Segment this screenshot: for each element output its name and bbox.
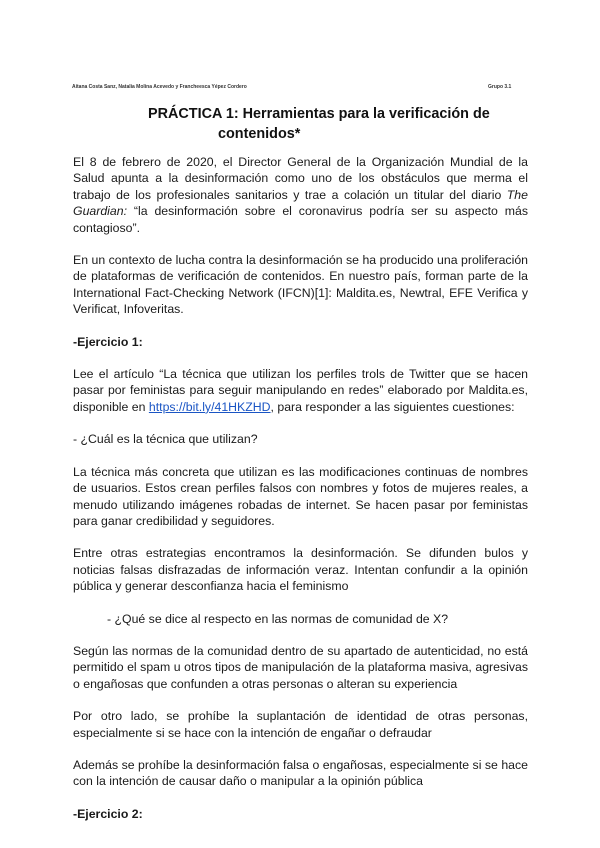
- document-body: [73, 154, 528, 822]
- header-group: Grupo 3.1: [488, 84, 512, 90]
- intro-text: El 8 de febrero de 2020, el Director General de la Organización Mundial de la Salud apunta a la desinformación como uno de los obstáculos que merma el trabajo de los profesionales sanitarios y trae a colación un titular del diario: [73, 155, 528, 202]
- article-text: Lee el artículo “La técnica que utilizan los perfiles trols de Twitter que se hacen pasar por feministas para seguir manipulando en redes” elaborado por Maldita.es, disponible en: [73, 367, 528, 414]
- paragraph-context: En un contexto de lucha contra la desinformación se ha producido una proliferación de plataformas de verificación de contenidos. En nuestro país, forman parte de la International Fact-Checking Network (IFCN)[1]: Maldita.es, Newtral, EFE Verifica y Verificat, Infoveritas.: [73, 253, 528, 317]
- title-line-2-text: contenidos*: [218, 126, 301, 142]
- question-2: - ¿Qué se dice al respecto en las normas de comunidad de X?: [107, 611, 449, 626]
- question-1: - ¿Cuál es la técnica que utilizan?: [73, 432, 258, 447]
- paragraph-article: [73, 366, 528, 415]
- answer-2b: Por otro lado, se prohíbe la suplantación de identidad de otras personas, especialmente si se hace con la intención de engañar o defraudar: [73, 709, 528, 740]
- title-line-2: [148, 124, 528, 144]
- article-text-end: , para responder a las siguientes cuestiones:: [270, 399, 515, 414]
- answer-1: La técnica más concreta que utilizan es las modificaciones continuas de nombres de usuarios. Estos crean perfiles falsos con nombres y fotos de mujeres reales, a menudo utilizando imágenes robadas de internet. Se hacen pasar por feministas para ganar credibilidad y seguidores.: [73, 464, 528, 528]
- exercise-2-heading: -Ejercicio 2:: [73, 806, 143, 821]
- intro-quote: “la desinformación sobre el coronavirus podría ser su aspecto más contagioso”.: [73, 204, 528, 235]
- exercise-1-heading: -Ejercicio 1:: [73, 334, 143, 349]
- answer-2: Según las normas de la comunidad dentro de su apartado de autenticidad, no está permitido el spam u otros tipos de manipulación de la plataforma masiva, agresivas o engañosas que confunden a otras personas o alteran su experiencia: [73, 643, 528, 691]
- paragraph-intro: [73, 154, 528, 236]
- page-title: [148, 104, 528, 144]
- answer-2c: Además se prohíbe la desinformación falsa o engañosas, especialmente si se hace con la intención de causar daño o manipular a la opinión pública: [73, 757, 528, 789]
- header-authors: Aitana Costa Sanz, Natalia Molina Acevedo y Francheesca Yépez Cordero: [72, 84, 247, 90]
- title-line-1: PRÁCTICA 1: Herramientas para la verificación de: [148, 106, 490, 122]
- answer-1b: Entre otras estrategias encontramos la desinformación. Se difunden bulos y noticias falsas disfrazadas de información veraz. Intentan confundir a la opinión pública y generar desconfianza hacia el feminismo: [73, 546, 528, 594]
- guardian-italic: The Guardian:: [73, 187, 528, 219]
- article-link[interactable]: https://bit.ly/41HKZHD: [148, 399, 271, 414]
